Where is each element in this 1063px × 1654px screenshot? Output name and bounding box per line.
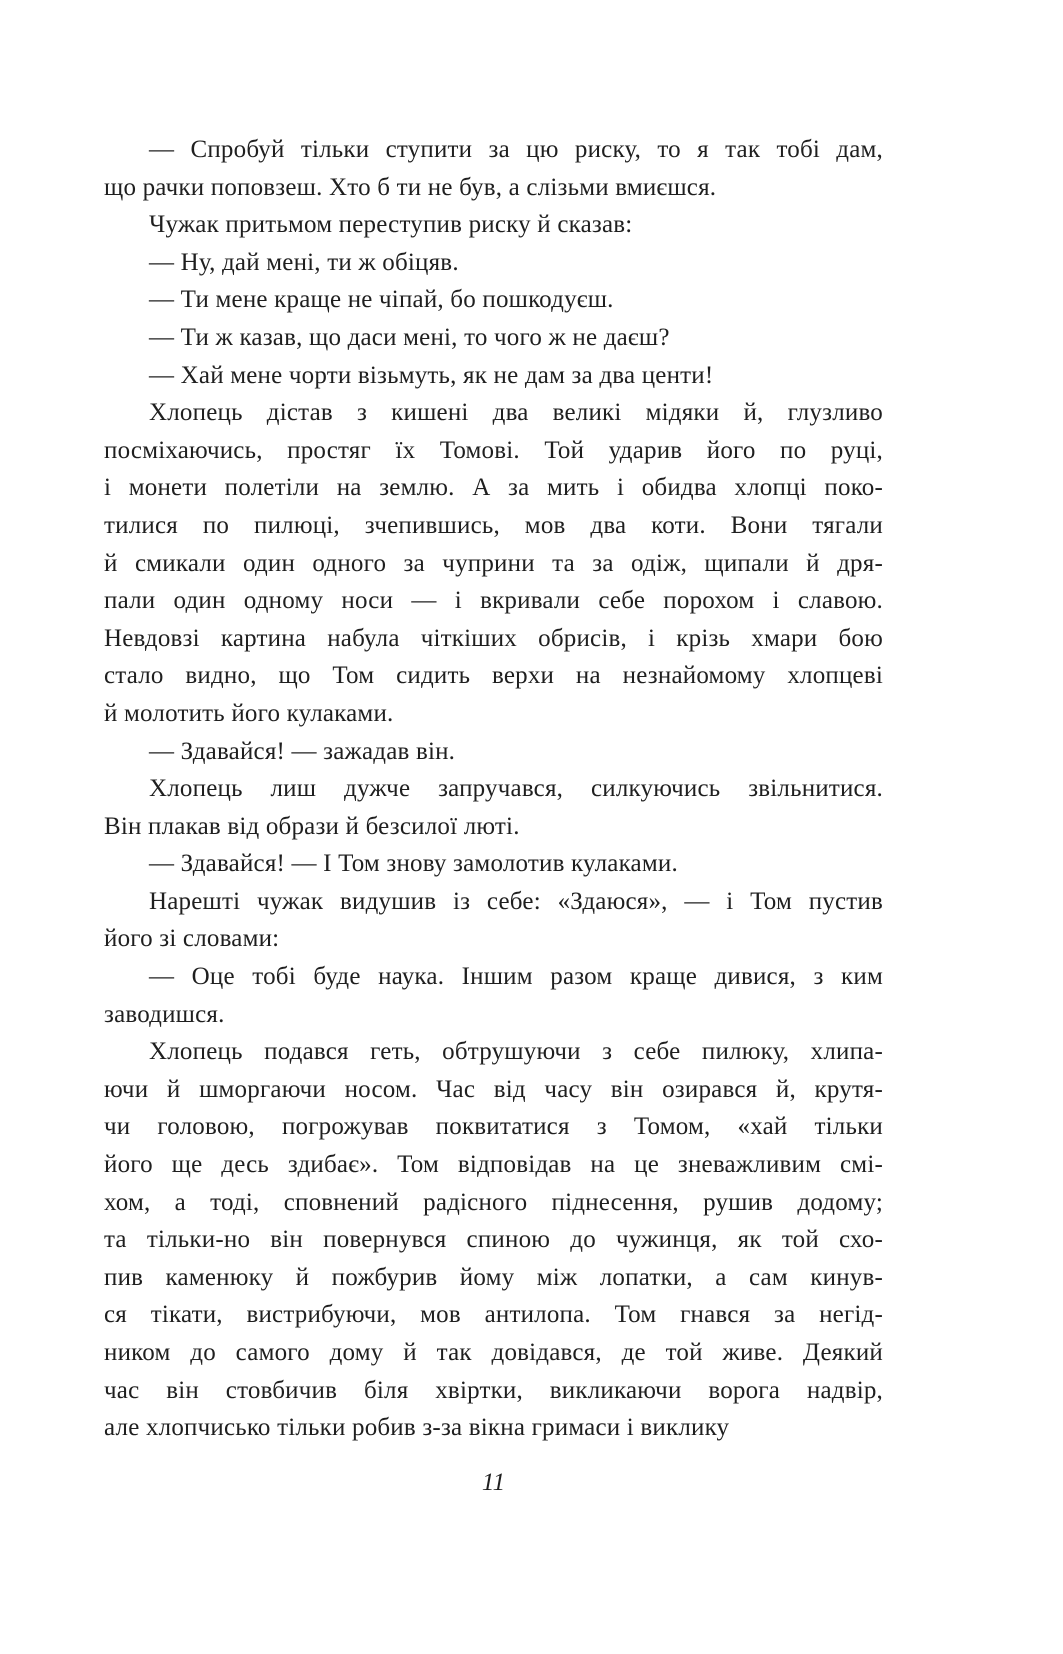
text-line: — Здавайся! — І Том знову замолотив кулаками. — [149, 850, 678, 878]
text-line: та тільки-но він повернувся спиною до чужинця, як той схо- — [104, 1226, 883, 1254]
paragraph — [104, 394, 883, 732]
text-line: час він стовбичив біля хвіртки, викликаючи ворога надвір, — [104, 1376, 883, 1404]
text-line: Невдовзі картина набула чіткіших обрисів, і крізь хмари бою — [104, 624, 883, 652]
text-line: ся тікати, вистрибуючи, мов антилопа. Том гнався за негід- — [104, 1301, 883, 1329]
paragraph — [104, 733, 883, 771]
text-line: що рачки поповзеш. Хто б ти не був, а слізьми вмиєшся. — [104, 173, 717, 201]
text-line: й молотить його кулаками. — [104, 699, 394, 727]
paragraph — [104, 319, 883, 357]
text-line: заводишся. — [104, 1000, 225, 1028]
text-line: стало видно, що Том сидить верхи на незнайомому хлопцеві — [104, 662, 883, 690]
text-line: посміхаючись, простяг їх Томові. Той ударив його по руці, — [104, 436, 883, 464]
page-number: 11 — [481, 1469, 506, 1496]
text-line: Він плакав від образи й безсилої люті. — [104, 812, 520, 840]
text-line: хом, а тоді, сповнений радісного піднесення, рушив додому; — [104, 1188, 883, 1216]
paragraph — [104, 958, 883, 1033]
text-line: Чужак притьмом переступив риску й сказав: — [149, 211, 633, 239]
text-line: — Ну, дай мені, ти ж обіцяв. — [149, 248, 459, 276]
text-line: — Спробуй тільки ступити за цю риску, то я так тобі дам, — [149, 136, 883, 163]
text-line: Хлопець дістав з кишені два великі мідяки й, глузливо — [149, 399, 883, 427]
text-line: й смикали один одного за чуприни та за одіж, щипали й дря- — [104, 549, 883, 577]
text-line: Нарешті чужак видушив із себе: «Здаюся», — і Том пустив — [149, 887, 883, 915]
paragraph — [104, 244, 883, 282]
text-line: чи головою, погрожував поквитатися з Томом, «хай тільки — [104, 1113, 883, 1141]
paragraph — [104, 281, 883, 319]
text-line: його ще десь здибає». Том відповідав на це зневажливим смі- — [104, 1151, 883, 1179]
paragraph — [104, 131, 883, 206]
text-line: ючи й шморгаючи носом. Час від часу він озирався й, крутя- — [104, 1075, 883, 1103]
text-line: але хлопчисько тільки робив з-за вікна гримаси і виклику — [104, 1414, 730, 1442]
text-line: — Здавайся! — зажадав він. — [149, 737, 456, 765]
text-line: — Оце тобі буде наука. Іншим разом краще дивися, з ким — [149, 963, 883, 991]
text-line: і монети полетіли на землю. А за мить і обидва хлопці поко- — [104, 474, 883, 502]
text-line: — Ти ж казав, що даси мені, то чого ж не даєш? — [149, 323, 670, 351]
page-text-block — [104, 131, 883, 1447]
paragraph — [104, 206, 883, 244]
text-line: Хлопець подався геть, обтрушуючи з себе пилюку, хлипа- — [149, 1038, 883, 1066]
paragraph — [104, 883, 883, 958]
text-line: тилися по пилюці, зчепившись, мов два коти. Вони тягали — [104, 511, 883, 539]
text-line: Хлопець лиш дужче запручався, силкуючись звільнитися. — [149, 775, 883, 803]
text-line: — Ти мене краще не чіпай, бо пошкодуєш. — [149, 286, 614, 314]
paragraph — [104, 770, 883, 845]
text-line: пив каменюку й пожбурив йому між лопатки, а сам кинув- — [104, 1263, 883, 1291]
paragraph — [104, 1033, 883, 1447]
text-line: пали один одному носи — і вкривали себе порохом і славою. — [104, 587, 883, 615]
paragraph — [104, 357, 883, 395]
paragraph — [104, 845, 883, 883]
text-line: його зі словами: — [104, 925, 280, 953]
text-line: — Хай мене чорти візьмуть, як не дам за два центи! — [149, 361, 714, 389]
text-line: ником до самого дому й так довідався, де той живе. Деякий — [104, 1339, 883, 1366]
